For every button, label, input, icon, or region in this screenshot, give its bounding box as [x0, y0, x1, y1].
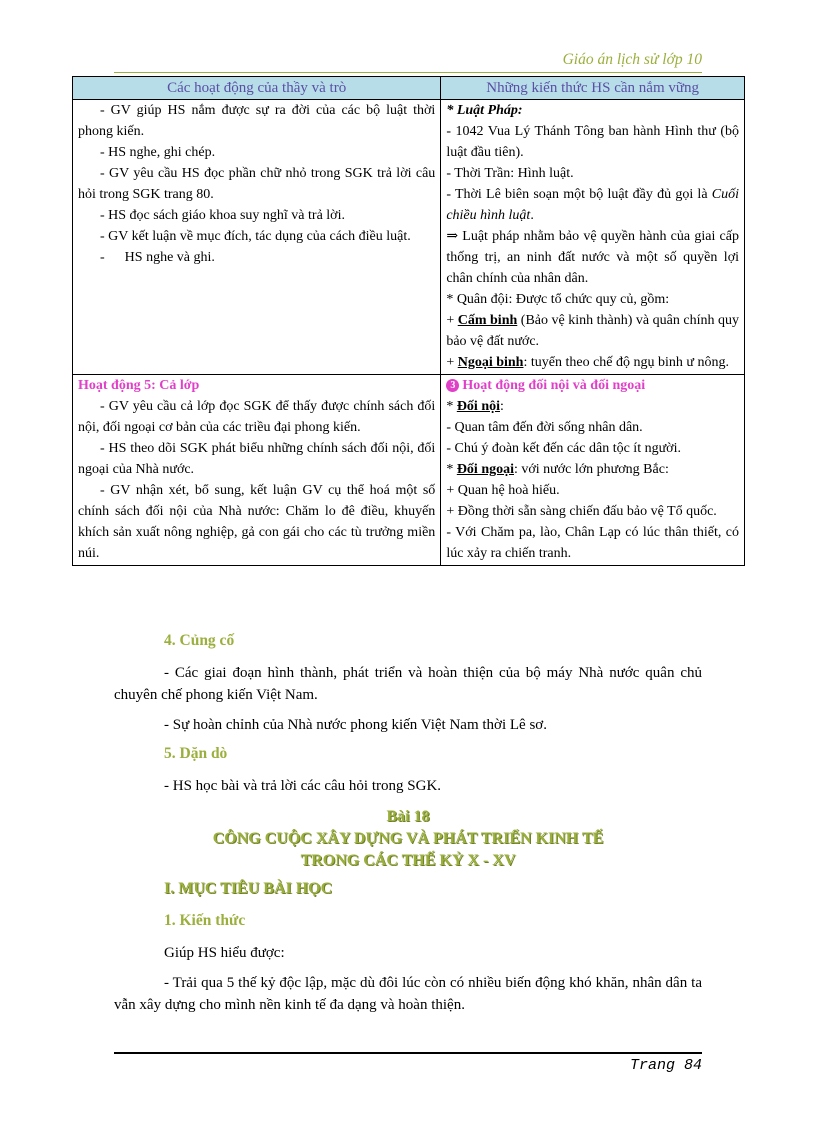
col-header-activities: Các hoạt động của thầy và trò — [73, 77, 441, 100]
paragraph: - Các giai đoạn hình thành, phát triển và hoàn thiện của bộ máy Nhà nước quân chủ chuyên chế phong kiến Việt Nam. — [114, 665, 702, 703]
knowledge-line: - Thời Trần: Hình luật. — [446, 166, 574, 181]
knowledge-cell — [441, 375, 745, 566]
policy-title: 3 Hoạt động đối nội và đối ngoại — [446, 375, 739, 396]
activities-cell — [73, 375, 441, 566]
knowledge-line: + Cấm binh (Bảo vệ kinh thành) và quân chính quy bảo vệ đất nước. — [446, 313, 739, 349]
number-badge: 3 — [446, 379, 459, 392]
knowledge-line: * Đối ngoại: với nước lớn phương Bắc: — [446, 462, 669, 477]
knowledge-line: ⇒ Luật pháp nhằm bảo vệ quyền hành của giai cấp thống trị, an ninh đất nước và một số quyền lợi chân chính của nhân dân. — [446, 229, 739, 286]
activity-line: - HS nghe, ghi chép. — [100, 145, 216, 160]
activity-line: - GV yêu cầu HS đọc phần chữ nhỏ trong SGK trả lời câu hỏi trong SGK trang 80. — [78, 166, 436, 202]
page-footer — [114, 1052, 702, 1076]
term-ngoai-binh: Ngoại binh — [457, 355, 524, 370]
section-title-dan-do: 5. Dặn dò — [164, 745, 228, 762]
dash: - — [100, 250, 105, 265]
knowledge-line: + Quan hệ hoà hiếu. — [446, 483, 560, 498]
activity-line: - GV nhận xét, bổ sung, kết luận GV cụ thể hoá một số chính sách đối nội của Nhà nước: Chăm lo đê điều, khuyến khích sản xuất nông nghiệp, gả con gái cho các tù trưởng miền núi. — [78, 483, 436, 561]
knowledge-line: - Chú ý đoàn kết đến các dân tộc ít người. — [446, 441, 681, 456]
lesson-table — [72, 76, 745, 566]
knowledge-line: - Thời Lê biên soạn một bộ luật đầy đủ gọi là Cuối chiều hình luật. — [446, 187, 739, 223]
paragraph: - Sự hoàn chỉnh của Nhà nước phong kiến Việt Nam thời Lê sơ. — [164, 717, 547, 733]
law-name: Cuối chiều hình luật — [446, 187, 739, 223]
lesson-title-line1: CÔNG CUỘC XÂY DỰNG VÀ PHÁT TRIỂN KINH TẾ — [212, 830, 604, 847]
activity-text: HS nghe và ghi. — [124, 250, 215, 265]
paragraph: - Trải qua 5 thế kỷ độc lập, mặc dù đôi lúc còn có nhiều biến động khó khăn, nhân dân ta vẫn xây dựng cho mình nền kinh tế đa dạng và hoàn thiện. — [114, 975, 702, 1013]
knowledge-cell — [441, 100, 745, 375]
objectives-title: I. MỤC TIÊU BÀI HỌC — [164, 880, 333, 897]
page-header — [114, 50, 702, 73]
header-subject: Giáo án lịch sử lớp 10 — [562, 51, 702, 68]
knowledge-line: - 1042 Vua Lý Thánh Tông ban hành Hình thư (bộ luật đầu tiên). — [446, 124, 739, 160]
activity-line: - HS đọc sách giáo khoa suy nghĩ và trả lời. — [100, 208, 345, 223]
activity-line: - GV giúp HS nắm được sự ra đời của các bộ luật thời phong kiến. — [78, 103, 436, 139]
term-cam-binh: Cấm binh — [457, 313, 518, 328]
term-doi-ngoai: Đối ngoại — [456, 462, 514, 477]
table-row — [73, 375, 745, 566]
knowledge-line: * Đối nội: — [446, 399, 504, 414]
activity-title: Hoạt động 5: Cả lớp — [78, 378, 200, 393]
activity-line — [78, 247, 435, 268]
knowledge-line: + Ngoại binh: tuyển theo chế độ ngụ binh ư nông. — [446, 355, 729, 370]
term-doi-noi: Đối nội — [456, 399, 500, 414]
table-row — [73, 100, 745, 375]
lesson-number: Bài 18 — [386, 808, 430, 825]
knowledge-line: - Với Chăm pa, lào, Chân Lạp có lúc thân thiết, có lúc xảy ra chiến tranh. — [446, 525, 739, 561]
activity-line: - GV yêu cầu cả lớp đọc SGK để thấy được chính sách đối nội, đối ngoại cơ bản của các triều đại phong kiến. — [78, 399, 436, 435]
activity-line: - HS theo dõi SGK phát biểu những chính sách đối nội, đối ngoại của Nhà nước. — [78, 441, 436, 477]
paragraph: Giúp HS hiểu được: — [164, 945, 285, 961]
paragraph: - HS học bài và trả lời các câu hỏi trong SGK. — [164, 778, 442, 794]
page-number: Trang 84 — [629, 1057, 702, 1074]
knowledge-line: * Quân đội: Được tổ chức quy củ, gồm: — [446, 292, 670, 307]
knowledge-line: - Quan tâm đến đời sống nhân dân. — [446, 420, 643, 435]
col-header-knowledge: Những kiến thức HS cần nắm vững — [441, 77, 745, 100]
table-header-row — [73, 77, 745, 100]
lesson-title-line2: TRONG CÁC THẾ KỶ X - XV — [300, 852, 516, 869]
activity-line: - GV kết luận về mục đích, tác dụng của cách điều luật. — [100, 229, 411, 244]
law-heading: * Luật Pháp: — [446, 103, 523, 118]
section-title-cung-co: 4. Củng cố — [164, 632, 235, 649]
knowledge-line: + Đồng thời sẵn sàng chiến đấu bảo vệ Tổ quốc. — [446, 504, 717, 519]
activities-cell — [73, 100, 441, 375]
subsection-title-kien-thuc: 1. Kiến thức — [164, 912, 246, 929]
